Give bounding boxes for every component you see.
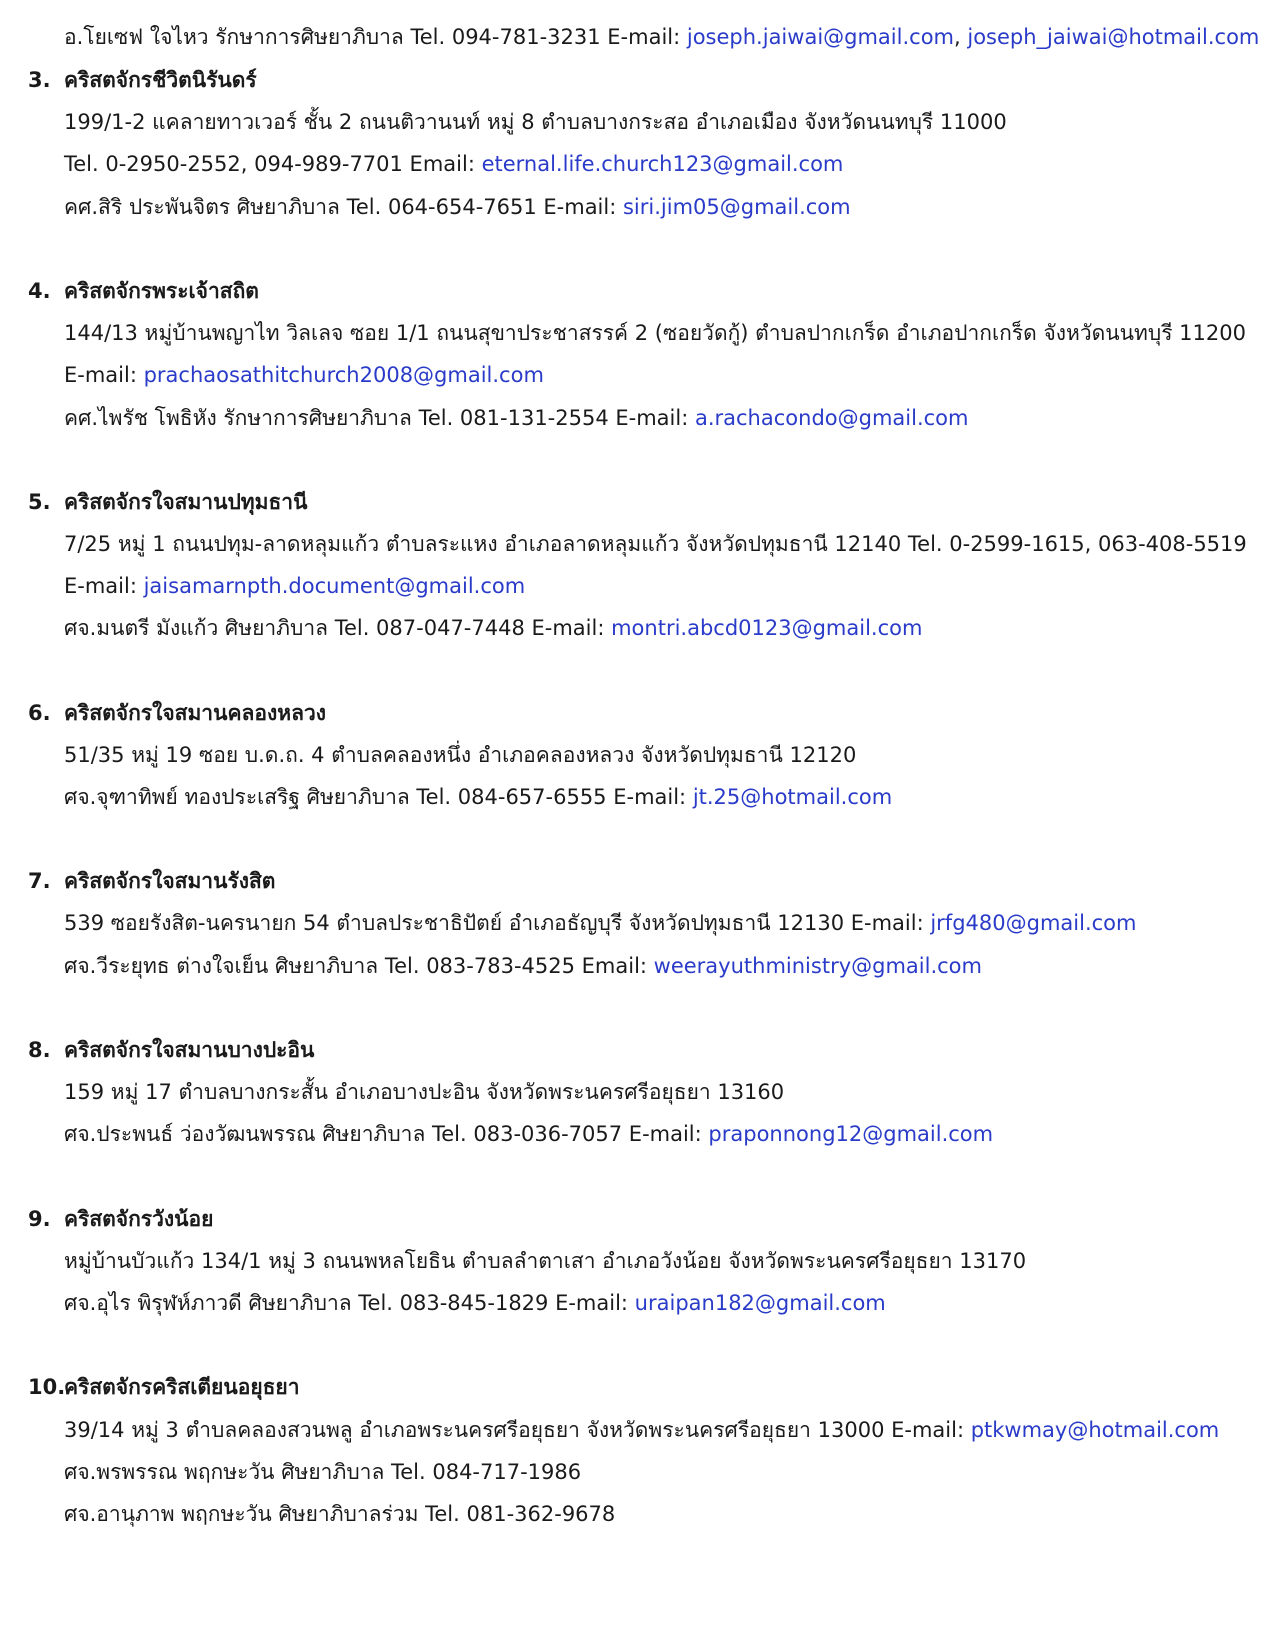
pastor-line: ศจ.อุไร พิรุฬห์ภาวดี ศิษยาภิบาล Tel. 083-845-1829 E-mail: uraipan182@gmail.com xyxy=(64,1291,886,1315)
pastor-line: ศจ.ประพนธ์ ว่องวัฒนพรรณ ศิษยาภิบาล Tel. 083-036-7057 E-mail: praponnong12@gmail.com xyxy=(64,1122,994,1146)
church-address: 199/1-2 แคลายทาวเวอร์ ชั้น 2 ถนนติวานนท์ หมู่ 8 ตำบลบางกระสอ อำเภอเมือง จังหวัดนนทบุรี 11000 xyxy=(64,110,1007,134)
church-contact: E-mail: prachaosathitchurch2008@gmail.com xyxy=(64,363,544,387)
church-heading: 7. คริสตจักรใจสมานรังสิต xyxy=(28,869,276,893)
pastor-line: ศจ.พรพรรณ พฤกษะวัน ศิษยาภิบาล Tel. 084-717-1986 xyxy=(64,1460,582,1484)
email-link[interactable]: prachaosathitchurch2008@gmail.com xyxy=(143,363,544,387)
church-address: 7/25 หมู่ 1 ถนนปทุม-ลาดหลุมแก้ว ตำบลระแหง อำเภอลาดหลุมแก้ว จังหวัดปทุมธานี 12140 Tel. 0-2599-1615, 063-408-5519 xyxy=(64,532,1247,556)
pastor-line: คศ.ไพรัช โพธิหัง รักษาการศิษยาภิบาล Tel. 081-131-2554 E-mail: a.rachacondo@gmail.com xyxy=(64,406,969,430)
email-link[interactable]: a.rachacondo@gmail.com xyxy=(694,406,969,430)
pastor-line: ศจ.วีระยุทธ ต่างใจเย็น ศิษยาภิบาล Tel. 083-783-4525 Email: weerayuthministry@gmail.com xyxy=(64,954,982,978)
email-link[interactable]: praponnong12@gmail.com xyxy=(708,1122,994,1146)
church-heading: 9. คริสตจักรวังน้อย xyxy=(28,1207,214,1231)
email-link[interactable]: uraipan182@gmail.com xyxy=(634,1291,886,1315)
church-contact: Tel. 0-2950-2552, 094-989-7701 Email: eternal.life.church123@gmail.com xyxy=(64,152,844,176)
pastor-line-prev: อ.โยเซฟ ใจไหว รักษาการศิษยาภิบาล Tel. 094-781-3231 E-mail: joseph.jaiwai@gmail.com, joseph_jaiwai@hotmail.com xyxy=(64,25,1260,49)
email-link[interactable]: montri.abcd0123@gmail.com xyxy=(611,616,923,640)
church-heading: 4. คริสตจักรพระเจ้าสถิต xyxy=(28,279,259,303)
church-heading: 10.คริสตจักรคริสเตียนอยุธยา xyxy=(28,1375,300,1399)
church-address: 159 หมู่ 17 ตำบลบางกระสั้น อำเภอบางปะอิน จังหวัดพระนครศรีอยุธยา 13160 xyxy=(64,1080,785,1104)
church-address: 144/13 หมู่บ้านพญาไท วิลเลจ ซอย 1/1 ถนนสุขาประชาสรรค์ 2 (ซอยวัดกู้) ตำบลปากเกร็ด อำเภอปากเกร็ด จังหวัดนนทบุรี 11200 xyxy=(64,321,1246,345)
email-link[interactable]: joseph_jaiwai@hotmail.com xyxy=(967,25,1260,49)
email-link[interactable]: joseph.jaiwai@gmail.com xyxy=(686,25,954,49)
email-link[interactable]: eternal.life.church123@gmail.com xyxy=(481,152,844,176)
pastor-line: คศ.สิริ ประพันจิตร ศิษยาภิบาล Tel. 064-654-7651 E-mail: siri.jim05@gmail.com xyxy=(64,195,851,219)
pastor-line: ศจ.จุฑาทิพย์ ทองประเสริฐ ศิษยาภิบาล Tel. 084-657-6555 E-mail: jt.25@hotmail.com xyxy=(64,785,893,809)
church-heading: 5. คริสตจักรใจสมานปทุมธานี xyxy=(28,490,308,514)
church-contact: E-mail: jaisamarnpth.document@gmail.com xyxy=(64,574,526,598)
email-link[interactable]: ptkwmay@hotmail.com xyxy=(970,1418,1220,1442)
co-pastor-line: ศจ.อานุภาพ พฤกษะวัน ศิษยาภิบาลร่วม Tel. 081-362-9678 xyxy=(64,1502,616,1526)
email-link[interactable]: jt.25@hotmail.com xyxy=(692,785,893,809)
church-heading: 8. คริสตจักรใจสมานบางปะอิน xyxy=(28,1038,315,1062)
church-heading: 6. คริสตจักรใจสมานคลองหลวง xyxy=(28,701,326,725)
email-link[interactable]: jaisamarnpth.document@gmail.com xyxy=(143,574,526,598)
church-address: 539 ซอยรังสิต-นครนายก 54 ตำบลประชาธิปัตย์ อำเภอธัญบุรี จังหวัดปทุมธานี 12130 E-mail: jrfg480@gmail.com xyxy=(64,911,1137,935)
church-address: หมู่บ้านบัวแก้ว 134/1 หมู่ 3 ถนนพหลโยธิน ตำบลลำตาเสา อำเภอวังน้อย จังหวัดพระนครศรีอยุธยา 13170 xyxy=(64,1249,1027,1273)
email-link[interactable]: weerayuthministry@gmail.com xyxy=(653,954,982,978)
church-address: 39/14 หมู่ 3 ตำบลคลองสวนพลู อำเภอพระนครศรีอยุธยา จังหวัดพระนครศรีอยุธยา 13000 E-mail: ptkwmay@hotmail.com xyxy=(64,1418,1220,1442)
church-heading: 3. คริสตจักรชีวิตนิรันดร์ xyxy=(28,68,257,92)
church-address: 51/35 หมู่ 19 ซอย บ.ด.ถ. 4 ตำบลคลองหนึ่ง อำเภอคลองหลวง จังหวัดปทุมธานี 12120 xyxy=(64,743,857,767)
email-link[interactable]: siri.jim05@gmail.com xyxy=(622,195,851,219)
pastor-line: ศจ.มนตรี มังแก้ว ศิษยาภิบาล Tel. 087-047-7448 E-mail: montri.abcd0123@gmail.com xyxy=(64,616,923,640)
email-link[interactable]: jrfg480@gmail.com xyxy=(930,911,1137,935)
